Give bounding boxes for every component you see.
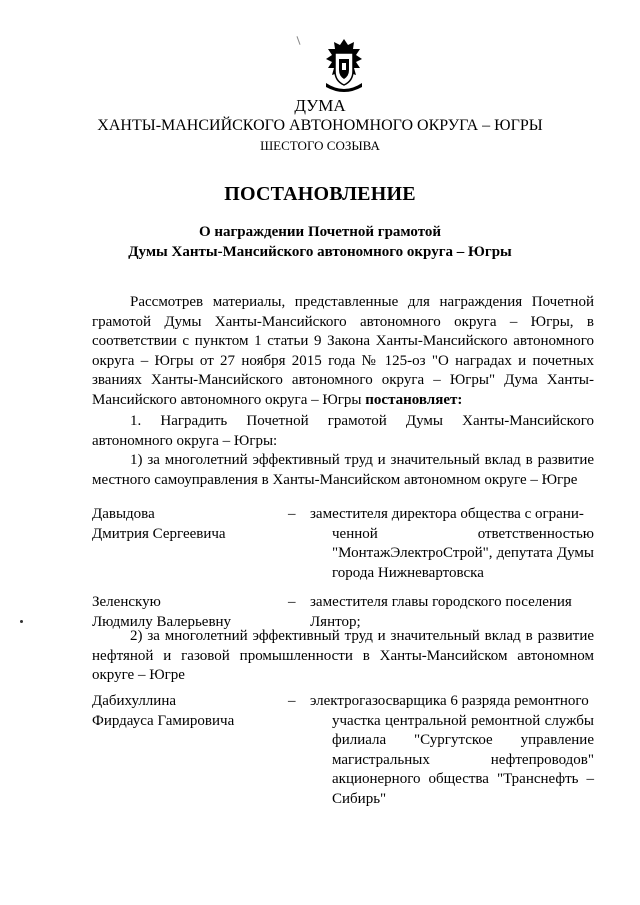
- awardee-surname: Давыдова: [92, 506, 155, 522]
- dash-separator: –: [288, 506, 296, 522]
- awardee-position-rest: участка центральной ремонтной службы филиала "Сургутское управление магистральных нефтепроводов" акционерного общества "Транснефть – Сибирь": [332, 712, 594, 807]
- awardee-surname: Зеленскую: [92, 594, 161, 610]
- awardee-position-rest: ченной ответственностью "МонтажЭлектроСтрой", депутата Думы города Нижневартовска: [332, 525, 594, 581]
- scan-speck: [20, 620, 23, 623]
- awardee-name: [92, 692, 282, 731]
- awardee-given-names: Людмилу Валерьевну: [92, 613, 232, 630]
- intro-text: Рассмотрев материалы, представленные для награждения Почетной грамотой Думы Ханты-Мансийского автономного округа – Югры, в соответствии с пунктом 1 статьи 9 Закона Ханты-Мансийского автономного округа – Югры от 27 ноября 2015 года № 125-оз "О наградах и почетных званиях Ханты-Мансийского автономного округа – Югры" Дума Ханты-Мансийского автономного округа – Югры: [92, 294, 594, 408]
- dash-separator: –: [288, 594, 296, 610]
- intro-paragraph: [92, 293, 594, 410]
- document-subtitle-line1: О награждении Почетной грамотой: [198, 224, 442, 240]
- awardee-position-first-line: заместителя директора общества с ограни-: [310, 506, 584, 522]
- document-subtitle-line2: Думы Ханты-Мансийского автономного округа – Югры: [128, 244, 512, 260]
- awardee-position: [310, 505, 594, 583]
- awardee-position-first-line: электрогазосварщика 6 разряда ремонтного: [310, 693, 589, 709]
- convocation: ШЕСТОГО СОЗЫВА: [260, 138, 380, 153]
- awardee-position-rest: Лянтор;: [310, 613, 361, 630]
- point-1-2: 2) за многолетний эффективный труд и значительный вклад в развитие нефтяной и газовой промышленности в Ханты-Мансийском автономном округе – Югре: [92, 628, 594, 683]
- okrug-name: ХАНТЫ-МАНСИЙСКОГО АВТОНОМНОГО ОКРУГА – ЮГРЫ: [97, 117, 543, 134]
- organization-name: ДУМА: [294, 96, 346, 115]
- intro-decision-word: постановляет:: [365, 391, 463, 408]
- awardee-given-names: Фирдауса Гамировича: [92, 712, 235, 729]
- awardee-position: [310, 692, 594, 809]
- document-title: ПОСТАНОВЛЕНИЕ: [224, 183, 416, 205]
- scan-mark: [296, 36, 300, 45]
- awardee-given-names: Дмитрия Сергеевича: [92, 525, 226, 542]
- awardee-name: [92, 505, 282, 544]
- coat-of-arms-emblem-icon: [318, 37, 370, 97]
- point-1: 1. Наградить Почетной грамотой Думы Ханты-Мансийского автономного округа – Югры:: [92, 413, 594, 449]
- awardee-position-first-line: заместителя главы городского поселения: [310, 594, 572, 610]
- dash-separator: –: [288, 693, 296, 709]
- point-1-1: 1) за многолетний эффективный труд и значительный вклад в развитие местного самоуправления в Ханты-Мансийском автономном округе – Югре: [92, 452, 594, 488]
- awardee-surname: Дабихуллина: [92, 693, 177, 709]
